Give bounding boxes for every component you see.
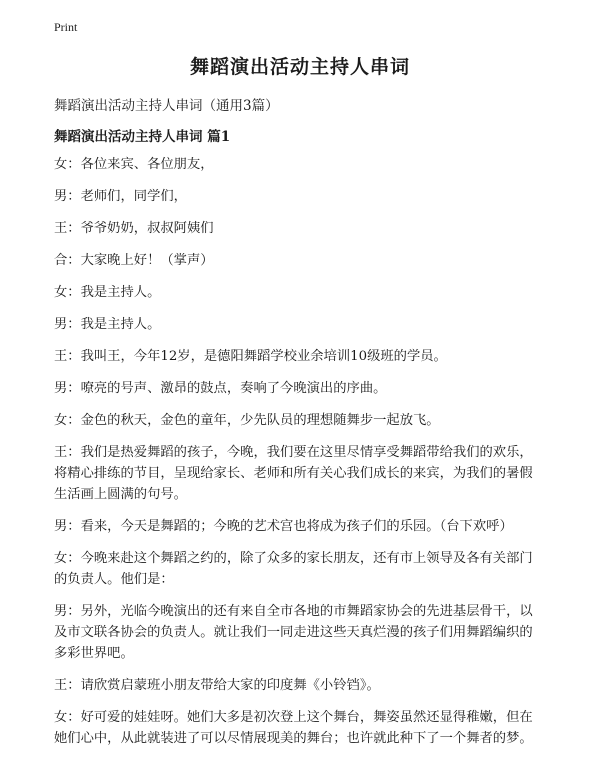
document-body [54,154,554,760]
paragraph-line: 女：各位来宾、各位朋友， [54,157,214,172]
paragraph [54,314,554,335]
paragraph-line: 多彩世界吧。 [54,646,134,661]
paragraph [54,154,554,175]
paragraph-line: 王：请欣赏启蒙班小朋友带给大家的印度舞《小铃铛》。 [54,678,380,693]
section-heading: 舞蹈演出活动主持人串词 篇1 [54,129,231,145]
paragraph-line: 男：老师们，同学们， [54,189,187,204]
document-subtitle: 舞蹈演出活动主持人串词（通用3篇） [54,98,279,114]
paragraph-line: 生活画上圆满的句号。 [54,487,187,502]
paragraph [54,601,554,664]
paragraph [54,186,554,207]
paragraph [54,378,554,399]
paragraph-line: 女：今晚来赴这个舞蹈之约的，除了众多的家长朋友，还有市上领导及各有关部门 [54,551,533,566]
paragraph [54,410,554,431]
print-link[interactable]: Print [54,20,78,34]
paragraph [54,218,554,239]
paragraph [54,250,554,271]
paragraph-line: 男：看来，今天是舞蹈的；今晚的艺术宫也将成为孩子们的乐园。（台下欢呼） [54,519,513,534]
paragraph-line: 的负责人。他们是： [54,572,174,587]
paragraph [54,548,554,590]
paragraph [54,675,554,696]
paragraph-line: 男：嘹亮的号声、激昂的鼓点，奏响了今晚演出的序曲。 [54,381,387,396]
paragraph [54,707,554,749]
paragraph-line: 女：我是主持人。 [54,285,161,300]
paragraph-line: 及市文联各协会的负责人。就让我们一同走进这些天真烂漫的孩子们用舞蹈编织的 [54,625,533,640]
paragraph-line: 男：我是主持人。 [54,317,161,332]
paragraph-line: 王：我叫王，今年12岁，是德阳舞蹈学校业余培训10级班的学员。 [54,349,447,364]
paragraph-line: 王：我们是热爱舞蹈的孩子，今晚，我们要在这里尽情享受舞蹈带给我们的欢乐， [54,445,533,460]
paragraph [54,346,554,367]
paragraph-line: 王：爷爷奶奶，叔叔阿姨们 [54,221,214,236]
paragraph-line: 合：大家晚上好！（掌声） [54,253,214,268]
paragraph [54,282,554,303]
paragraph-line: 男：另外，光临今晚演出的还有来自全市各地的市舞蹈家协会的先进基层骨干，以 [54,604,533,619]
paragraph-line: 女：好可爱的娃娃呀。她们大多是初次登上这个舞台，舞姿虽然还显得稚嫩，但在 [54,710,533,725]
paragraph-line: 她们心中，从此就装进了可以尽情展现美的舞台；也许就此种下了一个舞者的梦。 [54,731,533,746]
paragraph [54,442,554,505]
document-title: 舞蹈演出活动主持人串词 [189,56,410,78]
paragraph-line: 女：金色的秋天，金色的童年，少先队员的理想随舞步一起放飞。 [54,413,440,428]
paragraph-line: 将精心排练的节目，呈现给家长、老师和所有关心我们成长的来宾，为我们的暑假 [54,466,533,481]
paragraph [54,516,554,537]
